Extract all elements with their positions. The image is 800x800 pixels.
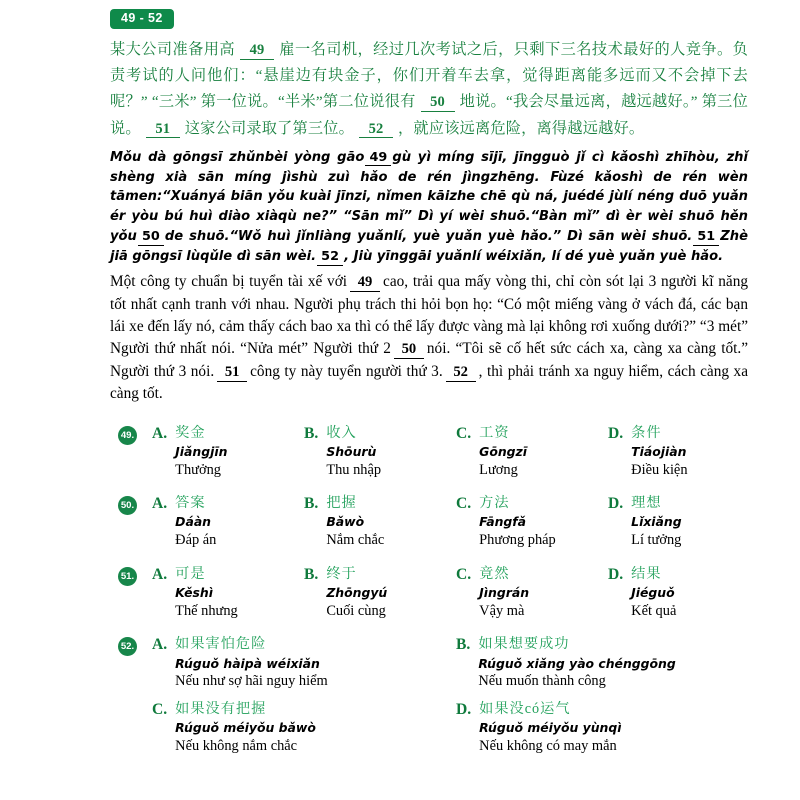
option-row [118, 565, 760, 622]
answer-blank-52: 52 [446, 364, 476, 382]
option-body [478, 635, 675, 692]
answer-option[interactable] [152, 565, 304, 622]
option-chinese: 如果想要成功 [478, 636, 570, 653]
question-number-badge: 49. [118, 426, 137, 445]
question-block [118, 494, 760, 551]
option-vietnamese: Lương [479, 461, 518, 478]
option-letter: A. [152, 495, 168, 513]
option-row [118, 635, 760, 692]
answer-option[interactable] [456, 494, 608, 551]
option-body [175, 494, 216, 551]
option-body [631, 494, 681, 551]
option-pinyin: Rúguǒ méiyǒu yùnqì [479, 720, 622, 736]
option-row [118, 700, 760, 757]
option-body [479, 424, 527, 481]
option-vietnamese: Phương pháp [479, 532, 556, 549]
option-body [631, 424, 687, 481]
question-number-badge: 50. [118, 496, 137, 515]
option-pinyin: Tiáojiàn [631, 443, 687, 459]
option-chinese: 条件 [631, 424, 662, 441]
option-body [175, 424, 227, 481]
answer-blank-50: 50 [138, 230, 164, 246]
option-row [118, 494, 760, 551]
option-vietnamese: Thế nhưng [175, 602, 238, 619]
answer-option[interactable] [608, 494, 760, 551]
passage-vietnamese: Một công ty chuẩn bị tuyển tài xế với 49 cao, trải qua mấy vòng thi, chỉ còn sót lại 3 người kĩ năng tốt nhất cạnh tranh với nhau. Người phụ trách thi hỏi bọn họ: “Có một miếng vàng ở vách đá, các bạn lái xe đến lấy nó, cảm thấy cách bao xa thì có thể lấy được vàng mà lại không rơi xuống dưới?” “3 mét” Người thứ nhất nói. “Nửa mét” Người thứ 2 50 nói. “Tôi sẽ cố hết sức cách xa, càng xa càng tốt.” Người thứ 3 nói. 51 công ty này tuyển người thứ 3. 52 , thì phải tránh xa nguy hiểm, cách càng xa càng tốt. [110, 273, 749, 403]
question-number-badge: 51. [118, 567, 137, 586]
option-vietnamese: Điều kiện [631, 461, 688, 478]
answer-option[interactable] [304, 565, 456, 622]
option-vietnamese: Vậy mà [479, 602, 525, 619]
option-letter: D. [608, 565, 624, 583]
option-pinyin: Rúguǒ méiyǒu bǎwò [175, 720, 316, 736]
option-body [326, 494, 384, 551]
option-letter: B. [304, 424, 319, 442]
option-vietnamese: Đáp án [175, 532, 217, 549]
question-range-badge: 49 - 52 [110, 9, 174, 29]
answer-option[interactable] [152, 494, 304, 551]
answer-blank-51: 51 [217, 364, 247, 382]
question-list [0, 406, 800, 757]
option-pinyin: Gōngzī [479, 443, 528, 459]
option-letter: C. [456, 565, 472, 583]
badge-row [0, 0, 800, 33]
option-pinyin: Zhōngyú [326, 585, 388, 600]
answer-option[interactable] [456, 700, 760, 757]
option-row [118, 424, 760, 481]
question-block [118, 424, 760, 481]
option-chinese: 竟然 [479, 565, 510, 582]
option-vietnamese: Nếu không nắm chắc [175, 737, 298, 754]
answer-blank-52: 52 [359, 121, 393, 139]
option-body [175, 635, 328, 692]
option-chinese: 如果害怕危险 [175, 636, 267, 653]
answer-blank-50: 50 [394, 341, 424, 359]
answer-option[interactable] [152, 700, 456, 757]
passage-chinese: 某大公司准备用高 49 雇一名司机，经过几次考试之后，只剩下三名技术最好的人竞争。负责考试的人问他们：“悬崖边有块金子，你们开着车去拿，觉得距离能多远而又不会掉下去呢？” “三米” 第一位说。“半米”第二位说很有 50 地说。“我会尽量远离，越远越好。” 第三位说。 51 这家公司录取了第三位。 52 ，就应该远离危险，离得越远越好。 [110, 41, 749, 137]
question-block [118, 565, 760, 622]
answer-option[interactable] [304, 424, 456, 481]
option-vietnamese: Nếu không có may mắn [479, 737, 617, 754]
option-body [175, 565, 238, 622]
option-pinyin: Fāngfǎ [479, 514, 527, 530]
option-vietnamese: Nắm chắc [326, 532, 385, 549]
option-vietnamese: Nếu như sợ hãi nguy hiểm [175, 673, 328, 690]
option-pinyin: Dáàn [175, 514, 212, 530]
option-chinese: 方法 [479, 495, 510, 512]
option-letter: C. [456, 495, 472, 513]
option-pinyin: Jìngrán [479, 585, 530, 600]
option-pinyin: Kěshì [175, 585, 213, 600]
option-body [175, 700, 316, 757]
answer-blank-51: 51 [693, 230, 719, 246]
option-vietnamese: Lí tưởng [631, 532, 682, 549]
answer-blank-50: 50 [421, 94, 455, 112]
answer-blank-51: 51 [146, 121, 180, 139]
answer-blank-49: 49 [365, 151, 391, 167]
option-chinese: 可是 [175, 565, 206, 582]
option-chinese: 收入 [326, 424, 357, 441]
answer-option[interactable] [456, 565, 608, 622]
option-chinese: 工资 [479, 424, 510, 441]
option-chinese: 如果没有把握 [175, 701, 267, 717]
answer-option[interactable] [304, 494, 456, 551]
option-chinese: 终于 [326, 565, 357, 582]
option-letter: D. [608, 495, 624, 513]
question-block [118, 635, 760, 756]
option-vietnamese: Thưởng [175, 461, 221, 478]
option-letter: A. [152, 565, 168, 583]
option-vietnamese: Cuối cùng [326, 602, 386, 619]
option-pinyin: Jiǎngjīn [175, 443, 228, 459]
passage-pinyin: Mǒu dà gōngsī zhǔnbèi yòng gāo 49 gù yì míng sījī, jīngguò jǐ cì kǎoshì zhīhòu, zhǐ shèng xià sān míng jìshù zuì hǎo de rén jìngzhēng. Fùzé kǎoshì de rén wèn tāmen:“Xuányá biān yǒu kuài jīnzi, nǐmen kāizhe chē qù ná, juédé jùlí néng duō yuǎn ér yòu bú huì diào xiàqù ne?” “Sān mǐ” Dì yí wèi shuō.“Bàn mǐ” dì èr wèi shuō hěn yǒu 50 de shuō.“Wǒ huì jǐnliàng yuǎnlí, yuè yuǎn yuè hǎo.” Dì sān wèi shuō. 51 Zhè jiā gōngsī lùqǔle dì sān wèi. 52 , Jiù yīnggāi yuǎnlí wéixiǎn, lí dé yuè yuǎn yuè hǎo. [110, 149, 748, 265]
option-vietnamese: Nếu muốn thành công [478, 673, 606, 690]
option-letter: A. [152, 636, 168, 654]
answer-option[interactable] [152, 424, 304, 481]
answer-blank-52: 52 [317, 250, 343, 266]
answer-option[interactable] [608, 424, 760, 481]
option-body [326, 424, 381, 481]
reading-passage [0, 37, 800, 406]
option-pinyin: Rúguǒ xiǎng yào chénggōng [478, 655, 676, 671]
option-body [631, 565, 676, 622]
answer-option[interactable] [152, 635, 456, 692]
answer-option[interactable] [608, 565, 760, 622]
answer-blank-49: 49 [240, 42, 274, 60]
option-body [479, 494, 556, 551]
option-chinese: 理想 [631, 495, 662, 512]
option-vietnamese: Thu nhập [326, 461, 382, 478]
option-letter: C. [152, 701, 168, 718]
option-vietnamese: Kết quả [631, 602, 677, 619]
option-letter: D. [608, 424, 624, 442]
option-pinyin: Jiéguǒ [631, 585, 675, 600]
question-number-badge: 52. [118, 637, 137, 656]
option-body [479, 565, 529, 622]
option-pinyin: Shōurù [326, 443, 377, 459]
option-pinyin: Lǐxiǎng [631, 514, 682, 530]
answer-blank-49: 49 [350, 274, 380, 292]
option-pinyin: Bǎwò [326, 514, 365, 530]
option-chinese: 答案 [175, 495, 206, 512]
option-letter: B. [304, 495, 319, 513]
option-chinese: 奖金 [175, 424, 206, 441]
option-letter: B. [304, 565, 319, 583]
answer-option[interactable] [456, 424, 608, 481]
option-letter: A. [152, 424, 168, 442]
option-letter: B. [456, 636, 471, 654]
option-chinese: 如果没có运气 [479, 701, 571, 717]
answer-option[interactable] [456, 635, 760, 692]
option-letter: D. [456, 701, 472, 718]
option-chinese: 把握 [326, 495, 357, 512]
option-body [326, 565, 387, 622]
option-body [479, 700, 621, 757]
option-letter: C. [456, 424, 472, 442]
option-pinyin: Rúguǒ hàipà wéixiǎn [175, 655, 320, 671]
option-chinese: 结果 [631, 565, 662, 582]
